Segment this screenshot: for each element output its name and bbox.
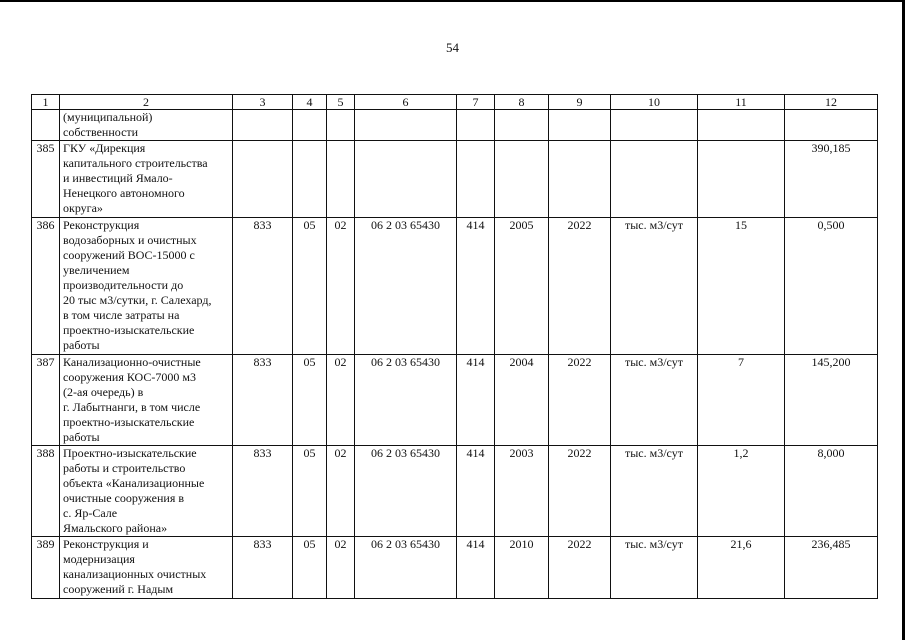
code-cell (233, 110, 293, 141)
code-cell (233, 141, 293, 218)
page-top-edge (0, 0, 905, 2)
end-year-cell: 2022 (549, 446, 611, 537)
row-number: 389 (32, 537, 60, 599)
subsection-cell (327, 110, 355, 141)
code-cell: 833 (233, 446, 293, 537)
section-cell: 05 (293, 537, 327, 599)
section-cell (293, 141, 327, 218)
table-row (32, 446, 878, 537)
section-cell (293, 110, 327, 141)
expense-type-cell: 414 (457, 446, 495, 537)
target-article-cell (355, 110, 457, 141)
target-article-cell: 06 2 03 65430 (355, 218, 457, 355)
start-year-cell: 2004 (495, 355, 549, 446)
target-article-cell: 06 2 03 65430 (355, 446, 457, 537)
expense-type-cell: 414 (457, 218, 495, 355)
target-article-cell: 06 2 03 65430 (355, 355, 457, 446)
section-cell: 05 (293, 218, 327, 355)
unit-cell: тыс. м3/сут (611, 446, 698, 537)
object-name: Канализационно-очистные сооружения КОС-7000 м3 (2-ая очередь) в г. Лабытнанги, в том числе проектно-изыскательские работы (60, 355, 233, 446)
capacity-cell: 7 (698, 355, 785, 446)
end-year-cell (549, 141, 611, 218)
subsection-cell: 02 (327, 537, 355, 599)
start-year-cell (495, 141, 549, 218)
table-row (32, 537, 878, 599)
row-number: 388 (32, 446, 60, 537)
object-name: Реконструкция и модернизация канализационных очистных сооружений г. Надым (60, 537, 233, 599)
code-cell: 833 (233, 218, 293, 355)
page-number: 54 (446, 40, 459, 55)
header-cell: 9 (549, 95, 611, 110)
section-cell: 05 (293, 355, 327, 446)
table-row (32, 141, 878, 218)
object-name: ГКУ «Дирекция капитального строительства и инвестиций Ямало- Ненецкого автономного округа» (60, 141, 233, 218)
target-article-cell (355, 141, 457, 218)
document-table (31, 94, 878, 599)
header-cell: 11 (698, 95, 785, 110)
row-number: 386 (32, 218, 60, 355)
table-header-row (32, 95, 878, 110)
subsection-cell: 02 (327, 355, 355, 446)
header-cell: 6 (355, 95, 457, 110)
capacity-cell: 1,2 (698, 446, 785, 537)
table-row (32, 355, 878, 446)
amount-cell: 8,000 (785, 446, 878, 537)
expense-type-cell: 414 (457, 537, 495, 599)
start-year-cell: 2005 (495, 218, 549, 355)
unit-cell: тыс. м3/сут (611, 355, 698, 446)
capacity-cell (698, 141, 785, 218)
start-year-cell: 2003 (495, 446, 549, 537)
object-name: Реконструкция водозаборных и очистных сооружений ВОС-15000 с увеличением производительности до 20 тыс м3/сутки, г. Салехард, в том числе затраты на проектно-изыскательские работы (60, 218, 233, 355)
row-number (32, 110, 60, 141)
capacity-cell (698, 110, 785, 141)
end-year-cell: 2022 (549, 355, 611, 446)
object-name: (муниципальной) собственности (60, 110, 233, 141)
header-cell: 5 (327, 95, 355, 110)
expense-type-cell (457, 141, 495, 218)
unit-cell (611, 110, 698, 141)
header-cell: 2 (60, 95, 233, 110)
header-cell: 7 (457, 95, 495, 110)
row-number: 385 (32, 141, 60, 218)
header-cell: 8 (495, 95, 549, 110)
table-row (32, 110, 878, 141)
unit-cell (611, 141, 698, 218)
header-cell: 10 (611, 95, 698, 110)
start-year-cell: 2010 (495, 537, 549, 599)
end-year-cell: 2022 (549, 537, 611, 599)
section-cell: 05 (293, 446, 327, 537)
code-cell: 833 (233, 537, 293, 599)
subsection-cell: 02 (327, 218, 355, 355)
amount-cell: 0,500 (785, 218, 878, 355)
amount-cell: 390,185 (785, 141, 878, 218)
header-cell: 12 (785, 95, 878, 110)
expense-type-cell (457, 110, 495, 141)
amount-cell (785, 110, 878, 141)
header-cell: 3 (233, 95, 293, 110)
end-year-cell: 2022 (549, 218, 611, 355)
object-name: Проектно-изыскательские работы и строительство объекта «Канализационные очистные сооружения в с. Яр-Сале Ямальского района» (60, 446, 233, 537)
table-row (32, 218, 878, 355)
end-year-cell (549, 110, 611, 141)
start-year-cell (495, 110, 549, 141)
capacity-cell: 15 (698, 218, 785, 355)
code-cell: 833 (233, 355, 293, 446)
unit-cell: тыс. м3/сут (611, 218, 698, 355)
target-article-cell: 06 2 03 65430 (355, 537, 457, 599)
amount-cell: 145,200 (785, 355, 878, 446)
header-cell: 4 (293, 95, 327, 110)
subsection-cell (327, 141, 355, 218)
capacity-cell: 21,6 (698, 537, 785, 599)
row-number: 387 (32, 355, 60, 446)
expense-type-cell: 414 (457, 355, 495, 446)
amount-cell: 236,485 (785, 537, 878, 599)
subsection-cell: 02 (327, 446, 355, 537)
unit-cell: тыс. м3/сут (611, 537, 698, 599)
header-cell: 1 (32, 95, 60, 110)
